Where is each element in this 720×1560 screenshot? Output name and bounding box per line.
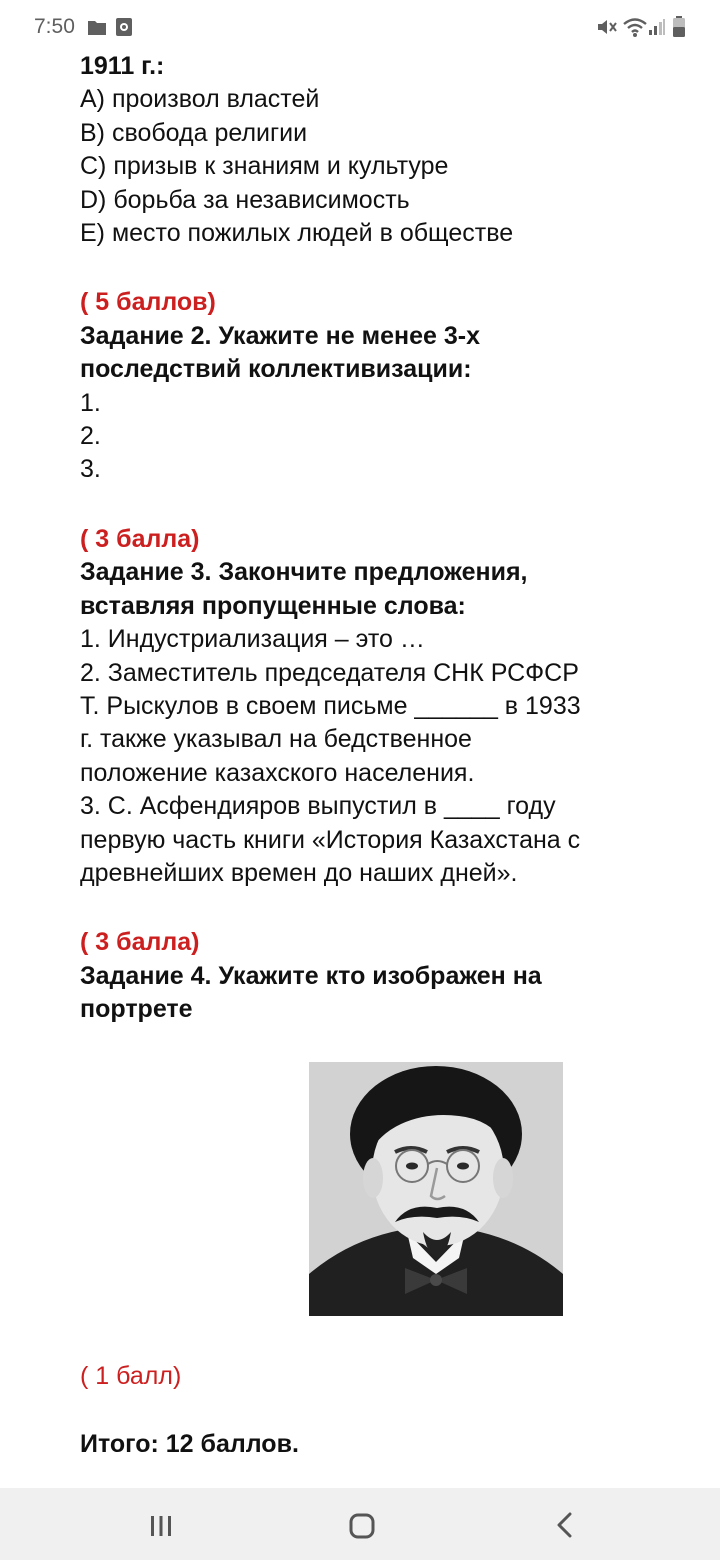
question1-option-b: B) свобода религии (80, 118, 308, 147)
folder-icon (87, 18, 107, 36)
portrait-image (309, 1062, 563, 1316)
question1-heading-tail: 1911 г.: (80, 52, 165, 80)
question3-score: ( 3 балла) (80, 928, 200, 957)
question3-line-8: древнейших времен до наших дней». (80, 858, 518, 887)
signal-icon (648, 18, 666, 36)
home-button[interactable] (307, 1488, 417, 1560)
question4-title-line1: Задание 4. Укажите кто изображен на (80, 961, 542, 990)
question1-score: ( 5 баллов) (80, 288, 216, 317)
wifi-icon (622, 16, 648, 38)
question3-line-4: г. также указывал на бедственное (80, 725, 472, 754)
question3-line-2: 2. Заместитель председателя СНК РСФСР (80, 658, 579, 687)
question1-option-c: C) призыв к знаниям и культуре (80, 152, 449, 181)
question2-item-1: 1. (80, 388, 101, 417)
media-icon (115, 17, 133, 37)
document-content (80, 50, 680, 1027)
question2-title-line2: последствий коллективизации: (80, 355, 472, 384)
mute-icon (596, 17, 618, 37)
question2-item-3: 3. (80, 455, 101, 484)
status-bar (0, 0, 720, 56)
back-icon (509, 1488, 619, 1560)
recent-apps-icon (106, 1488, 216, 1560)
question3-title-line2: вставляя пропущенные слова: (80, 591, 466, 620)
status-time: 7:50 (34, 15, 75, 38)
question3-line-3: Т. Рыскулов в своем письме ______ в 1933 (80, 691, 581, 720)
question2-title-line1: Задание 2. Укажите не менее 3-х (80, 321, 480, 350)
back-button[interactable] (509, 1488, 619, 1560)
question3-title-line1: Задание 3. Закончите предложения, (80, 558, 528, 587)
question3-line-5: положение казахского населения. (80, 758, 475, 787)
question3-line-1: 1. Индустриализация – это … (80, 625, 425, 654)
total-score: Итого: 12 баллов. (80, 1430, 299, 1458)
battery-icon (672, 16, 686, 38)
recent-apps-button[interactable] (106, 1488, 216, 1560)
question1-option-e: E) место пожилых людей в обществе (80, 219, 514, 248)
home-icon (307, 1488, 417, 1560)
question1-option-a: A) произвол властей (80, 85, 320, 114)
question2-item-2: 2. (80, 422, 101, 451)
question1-option-d: D) борьба за независимость (80, 185, 410, 214)
question4-score: ( 1 балл) (80, 1362, 182, 1390)
question4-title-line2: портрете (80, 995, 193, 1024)
question2-score: ( 3 балла) (80, 524, 200, 553)
question3-line-7: первую часть книги «История Казахстана с (80, 825, 581, 854)
navigation-bar (0, 1488, 720, 1560)
question3-line-6: 3. С. Асфендияров выпустил в ____ году (80, 792, 556, 821)
